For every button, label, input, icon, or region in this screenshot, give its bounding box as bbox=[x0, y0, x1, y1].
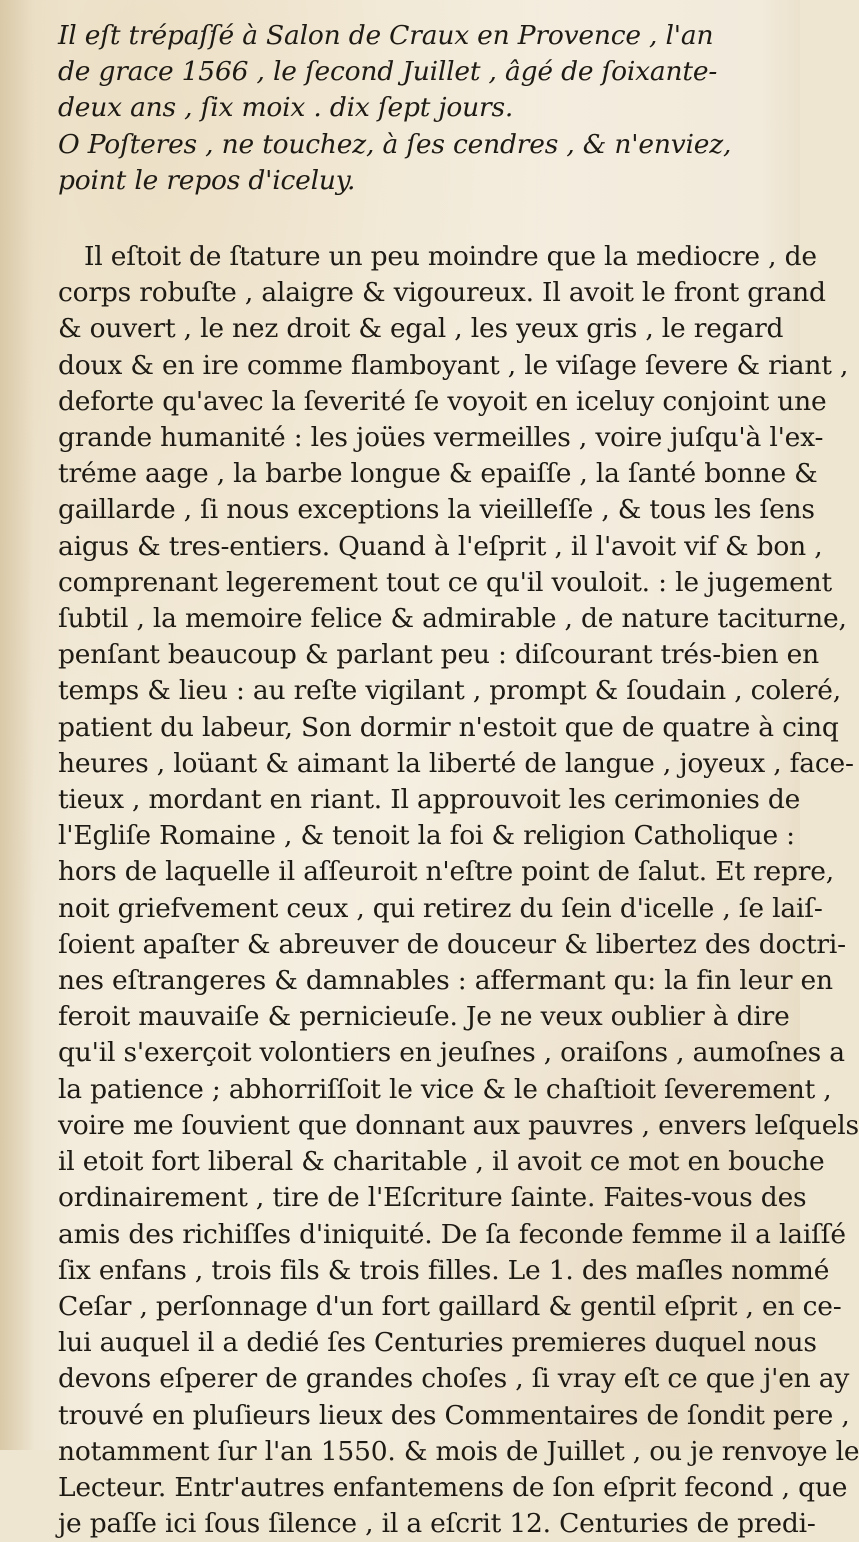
text-line: point le repos d'iceluy. bbox=[58, 164, 356, 196]
text-line: Il eſtoit de ſtature un peu moindre que la mediocre , de bbox=[84, 241, 817, 273]
text-line: amis des richiſſes d'iniquité. De ſa feconde femme il a laiſſé bbox=[58, 1218, 846, 1250]
text-line: tréme aage , la barbe longue & epaiſſe , la ſanté bonne & bbox=[58, 458, 818, 490]
text-line: feroit mauvaiſe & pernicieuſe. Je ne veux oublier à dire bbox=[58, 1001, 790, 1033]
text-line: temps & lieu : au reſte vigilant , prompt & ſoudain , coleré, bbox=[58, 675, 841, 707]
text-line: & ouvert , le nez droit & egal , les yeux gris , le regard bbox=[58, 313, 784, 345]
text-line: corps robuſte , alaigre & vigoureux. Il avoit le front grand bbox=[58, 277, 826, 309]
text-line: notamment ſur l'an 1550. & mois de Juillet , ou je renvoye le bbox=[58, 1435, 859, 1467]
text-line: grande humanité : les joües vermeilles , voire juſqu'à l'ex- bbox=[58, 422, 824, 454]
text-line: Ceſar , perſonnage d'un fort gaillard & gentil eſprit , en ce- bbox=[58, 1290, 842, 1322]
text-line: Lecteur. Entr'autres enfantemens de ſon eſprit fecond , que bbox=[58, 1471, 848, 1503]
text-line: il etoit fort liberal & charitable , il avoit ce mot en bouche bbox=[58, 1146, 825, 1178]
text-line: qu'il s'exerçoit volontiers en jeuſnes , oraiſons , aumoſnes a bbox=[58, 1037, 845, 1069]
text-line: ſubtil , la memoire felice & admirable , de nature taciturne, bbox=[58, 603, 847, 635]
text-line: hors de laquelle il aſſeuroit n'eſtre point de ſalut. Et repre, bbox=[58, 856, 834, 888]
text-line: de grace 1566 , le ſecond Juillet , âgé de ſoixante- bbox=[58, 56, 718, 88]
text-line: gaillarde , ſi nous exceptions la vieilleſſe , & tous les ſens bbox=[58, 494, 815, 526]
text-line: heures , loüant & aimant la liberté de langue , joyeux , face- bbox=[58, 747, 854, 779]
text-line: Il eſt trépaſſé à Salon de Craux en Provence , l'an bbox=[58, 20, 714, 51]
page-gutter-shadow bbox=[0, 0, 34, 1450]
text-line: ſoient apaſter & abreuver de douceur & libertez des doctri- bbox=[58, 928, 846, 960]
text-line: tieux , mordant en riant. Il approuvoit les cerimonies de bbox=[58, 784, 801, 816]
text-line: noit griefvement ceux , qui retirez du ſein d'icelle , ſe laiſ- bbox=[58, 892, 823, 924]
paragraph-gap bbox=[58, 199, 778, 239]
text-line: nes eſtrangeres & damnables : affermant qu: la fin leur en bbox=[58, 965, 833, 997]
text-line: O Poſteres , ne touchez, à ſes cendres , & n'enviez, bbox=[58, 128, 732, 160]
description-paragraph bbox=[58, 239, 859, 1542]
epitaph-heading bbox=[58, 18, 778, 199]
text-line: deux ans , ſix moix . dix ſept jours. bbox=[58, 92, 514, 124]
text-line: penſant beaucoup & parlant peu : diſcourant trés-bien en bbox=[58, 639, 820, 671]
text-line: patient du labeur, Son dormir n'estoit que de quatre à cinq bbox=[58, 711, 839, 743]
text-line: l'Egliſe Romaine , & tenoit la foi & religion Catholique : bbox=[58, 820, 795, 852]
page-text bbox=[58, 18, 859, 1542]
text-line: devons eſperer de grandes choſes , ſi vray eſt ce que j'en ay bbox=[58, 1363, 850, 1395]
text-line: aigus & tres-entiers. Quand à l'eſprit , il l'avoit vif & bon , bbox=[58, 530, 823, 562]
text-line: doux & en ire comme flamboyant , le viſage ſevere & riant , bbox=[58, 349, 849, 381]
text-line: comprenant legerement tout ce qu'il vouloit. : le jugement bbox=[58, 566, 832, 598]
text-line: deforte qu'avec la ſeverité ſe voyoit en iceluy conjoint une bbox=[58, 385, 827, 417]
text-line: voire me ſouvient que donnant aux pauvres , envers leſquels bbox=[58, 1109, 859, 1141]
text-line: ordinairement , tire de l'Eſcriture ſainte. Faites-vous des bbox=[58, 1182, 807, 1214]
text-line: ſix enfans , trois fils & trois filles. Le 1. des maſles nommé bbox=[58, 1254, 830, 1286]
text-line: lui auquel il a dedié ſes Centuries premieres duquel nous bbox=[58, 1327, 817, 1359]
text-line: je paſſe ici ſous ſilence , il a eſcrit 12. Centuries de predi- bbox=[58, 1508, 816, 1540]
text-line: trouvé en pluſieurs lieux des Commentaires de ſondit pere , bbox=[58, 1399, 850, 1431]
text-line: la patience ; abhorriſſoit le vice & le chaſtioit ſeverement , bbox=[58, 1073, 832, 1105]
